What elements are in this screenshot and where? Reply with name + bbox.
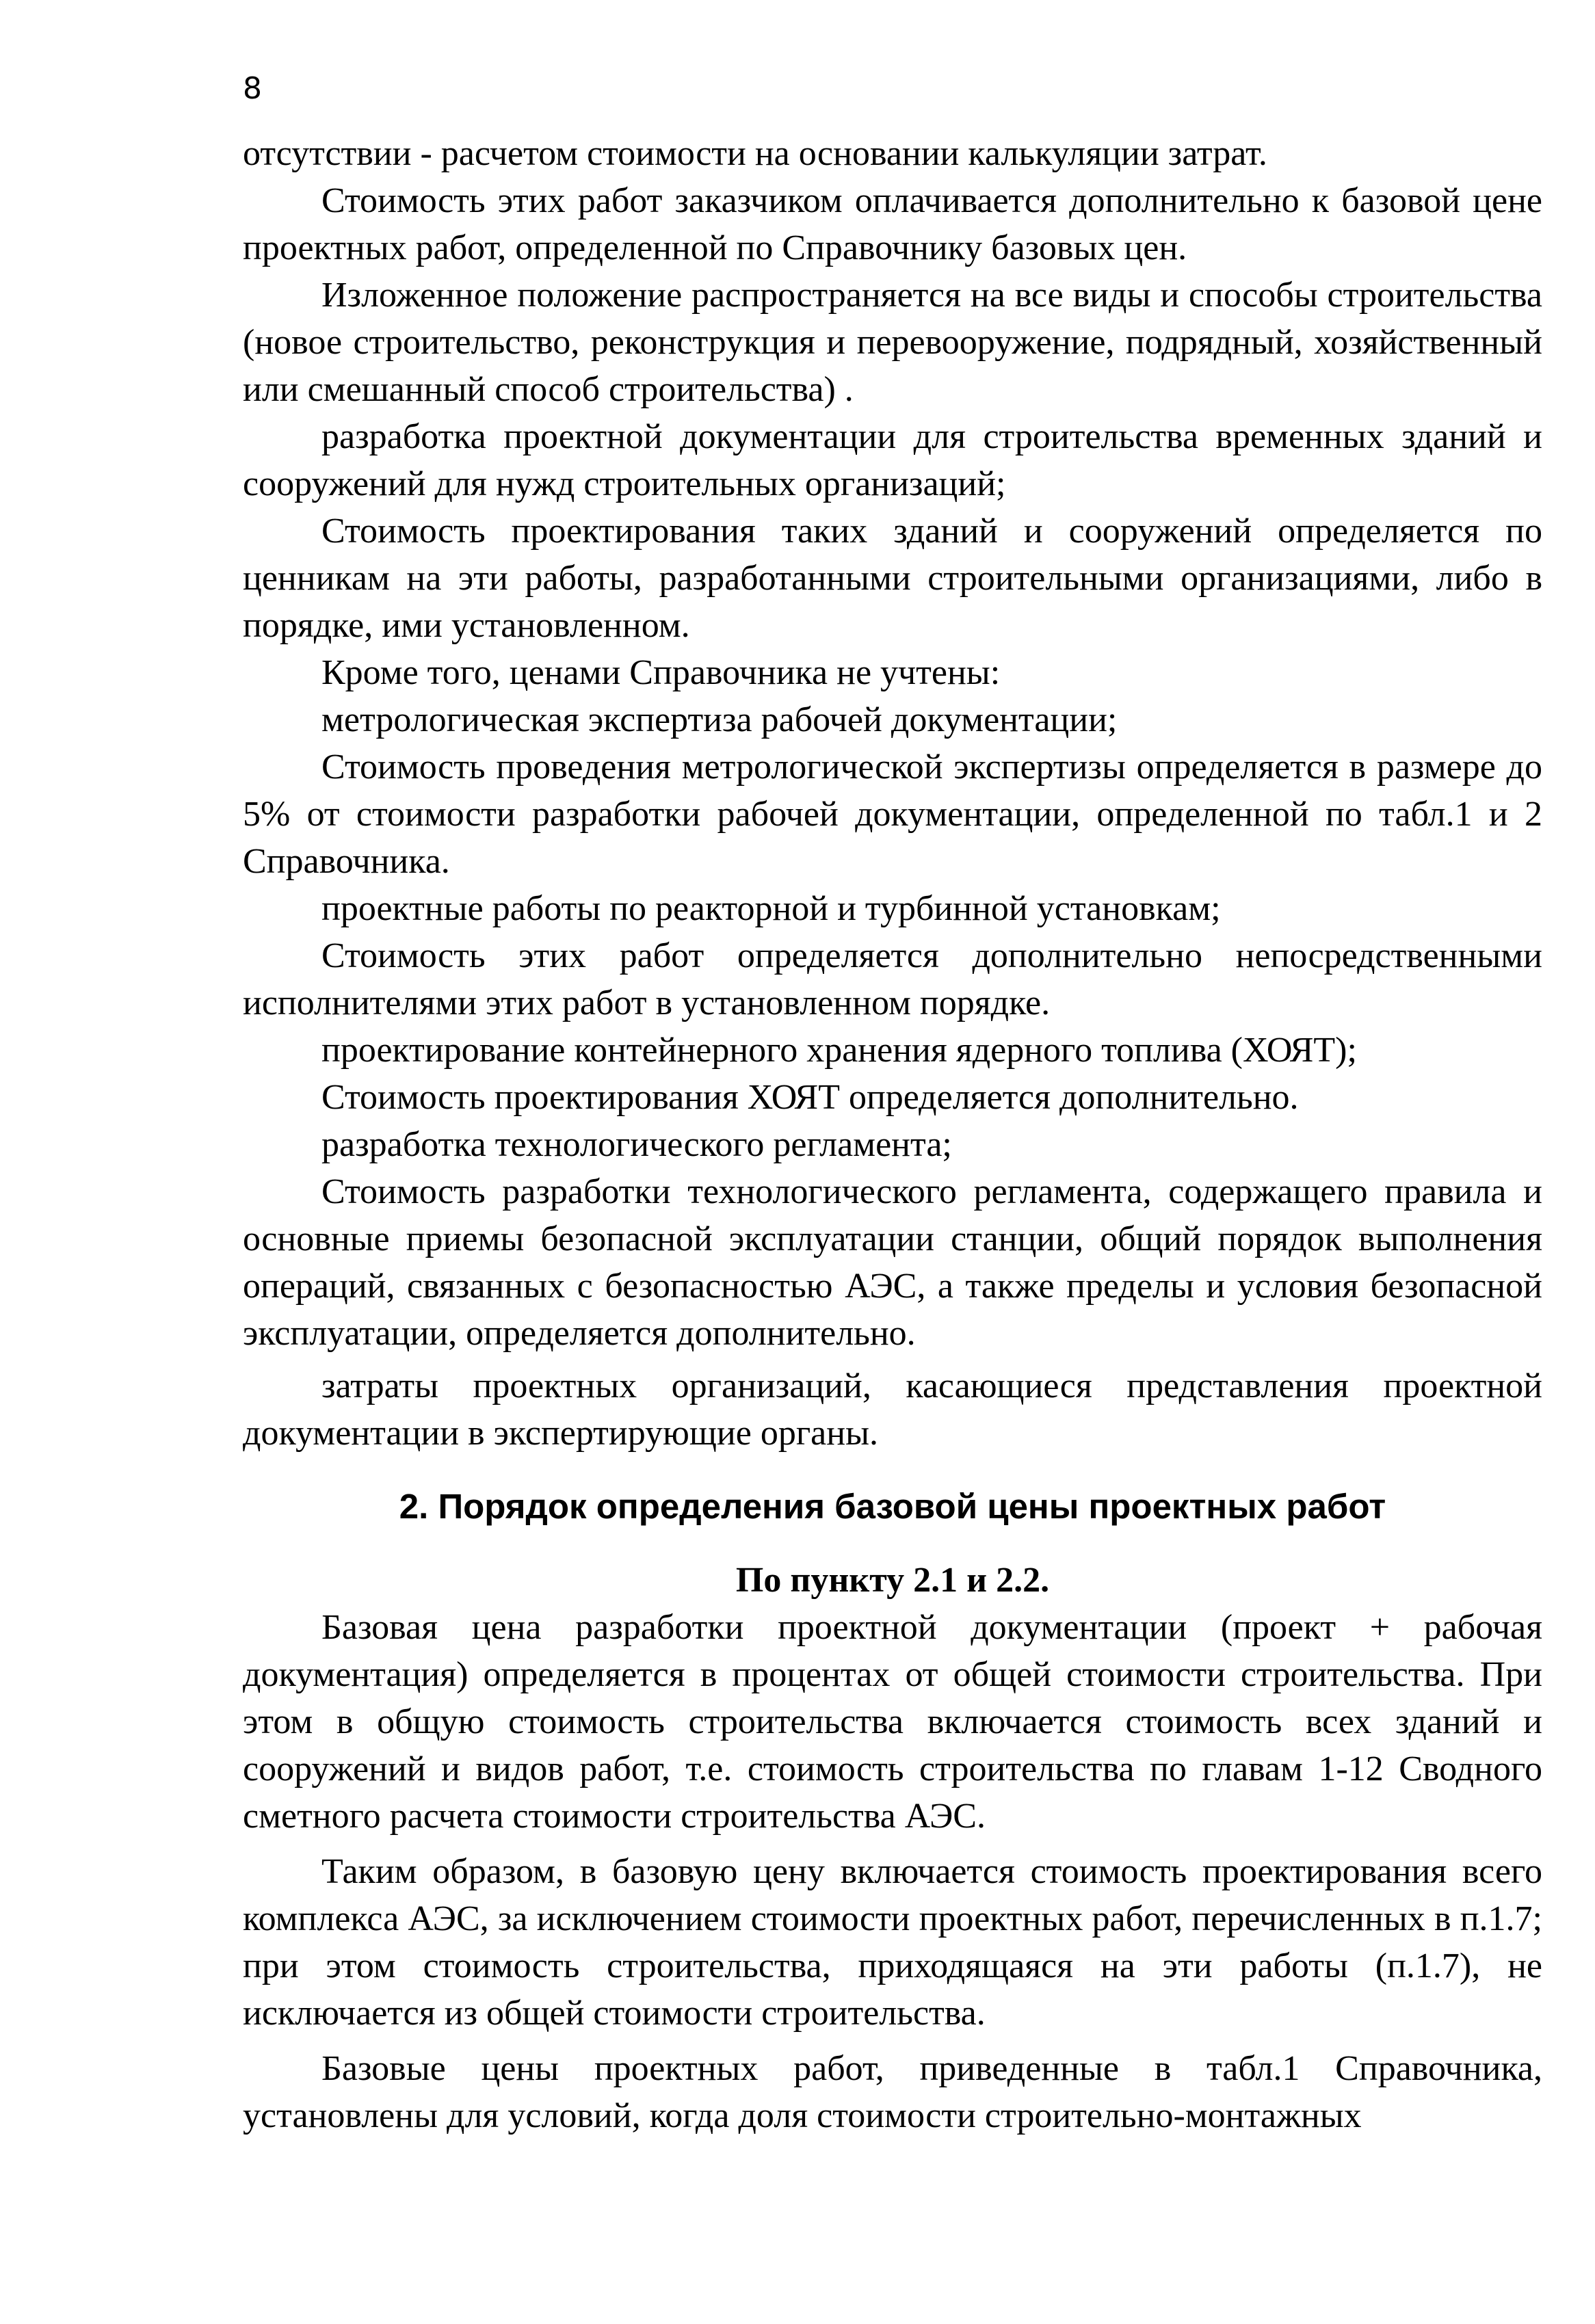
paragraph: отсутствии - расчетом стоимости на основании калькуляции затрат. bbox=[243, 134, 1267, 173]
paragraph: Стоимость проектирования ХОЯТ определяется дополнительно. bbox=[321, 1078, 1299, 1117]
paragraph: Таким образом, в базовую цену включается стоимость проектирования всего комплекса АЭС, за исключением стоимости проектных работ, перечисленных в п.1.7; при этом стоимость строительства, приходящаяся на эти работы (п.1.7), не исключается из общей стоимости строительства. bbox=[243, 1852, 1542, 2033]
list-item: проектирование контейнерного хранения ядерного топлива (ХОЯТ); bbox=[321, 1031, 1357, 1070]
paragraph: Базовые цены проектных работ, приведенные в табл.1 Справочника, установлены для условий, когда доля стоимости строительно-монтажных bbox=[243, 2049, 1542, 2135]
paragraph: Кроме того, ценами Справочника не учтены: bbox=[321, 653, 1001, 692]
list-item: проектные работы по реакторной и турбинной установкам; bbox=[321, 889, 1221, 928]
paragraph: Стоимость проведения метрологической экспертизы определяется в размере до 5% от стоимости разработки рабочей документации, определенной по табл.1 и 2 Справочника. bbox=[243, 748, 1542, 881]
list-item: разработка проектной документации для строительства временных зданий и сооружений для нужд строительных организаций; bbox=[243, 417, 1542, 503]
document-page bbox=[243, 68, 1542, 2139]
section-2-body bbox=[243, 1604, 1542, 2139]
list-item: разработка технологического регламента; bbox=[321, 1125, 952, 1164]
list-item: затраты проектных организаций, касающиеся представления проектной документации в экспертирующие органы. bbox=[243, 1366, 1542, 1453]
paragraph: Стоимость этих работ заказчиком оплачивается дополнительно к базовой цене проектных работ, определенной по Справочнику базовых цен. bbox=[243, 181, 1542, 267]
paragraph: Базовая цена разработки проектной документации (проект + рабочая документация) определяется в процентах от общей стоимости строительства. При этом в общую стоимость строительства включается стоимость всех зданий и сооружений и видов работ, т.е. стоимость строительства по главам 1-12 Сводного сметного расчета стоимости строительства АЭС. bbox=[243, 1608, 1542, 1836]
paragraph: Стоимость проектирования таких зданий и сооружений определяется по ценникам на эти работы, разработанными строительными организациями, либо в порядке, ими установленном. bbox=[243, 512, 1542, 645]
section-heading: 2. Порядок определения базовой цены проектных работ bbox=[399, 1487, 1386, 1526]
list-item: метрологическая экспертиза рабочей документации; bbox=[321, 700, 1118, 739]
paragraph: Изложенное положение распространяется на все виды и способы строительства (новое строительство, реконструкция и перевооружение, подрядный, хозяйственный или смешанный способ строительства) . bbox=[243, 276, 1542, 409]
intro-section bbox=[243, 130, 1542, 1457]
page-number: 8 bbox=[243, 71, 262, 106]
paragraph: Стоимость этих работ определяется дополнительно непосредственными исполнителями этих работ в установленном порядке. bbox=[243, 936, 1542, 1022]
subheading: По пункту 2.1 и 2.2. bbox=[735, 1561, 1050, 1600]
paragraph: Стоимость разработки технологического регламента, содержащего правила и основные приемы безопасной эксплуатации станции, общий порядок выполнения операций, связанных с безопасностью АЭС, а также пределы и условия безопасной эксплуатации, определяется дополнительно. bbox=[243, 1172, 1542, 1353]
